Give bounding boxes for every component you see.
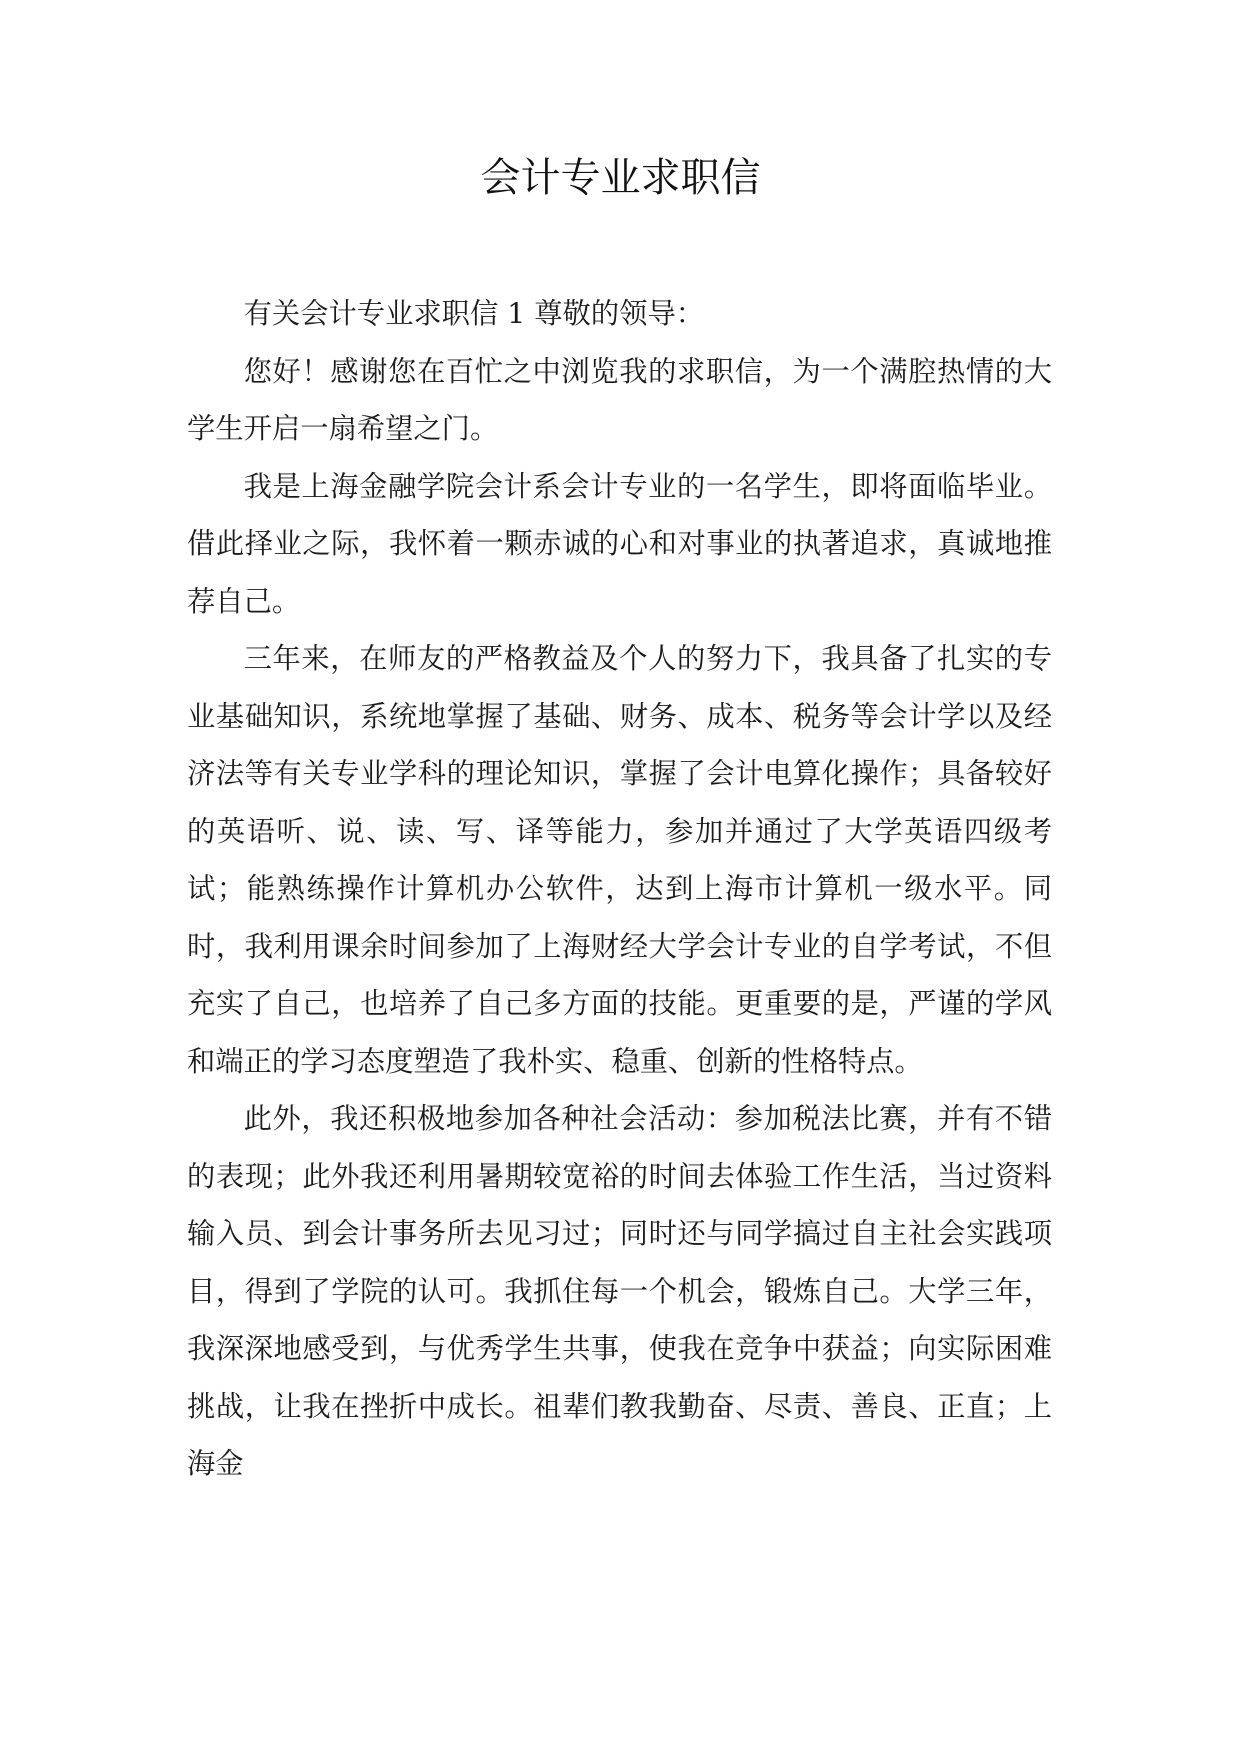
paragraph-salutation: 有关会计专业求职信 1 尊敬的领导： bbox=[243, 297, 705, 330]
paragraph-greeting: 您好！感谢您在百忙之中浏览我的求职信，为一个满腔热情的大学生开启一扇希望之门。 bbox=[187, 354, 1052, 445]
paragraph-education: 三年来，在师友的严格教益及个人的努力下，我具备了扎实的专业基础知识，系统地掌握了基础、财务、成本、税务等会计学以及经济法等有关专业学科的理论知识，掌握了会计电算化操作；具备较好的英语听、说、读、写、译等能力，参加并通过了大学英语四级考试；能熟练操作计算机办公软件，达到上海市计算机一级水平。同时，我利用课余时间参加了上海财经大学会计专业的自学考试，不但充实了自己，也培养了自己多方面的技能。更重要的是，严谨的学风和端正的学习态度塑造了我朴实、稳重、创新的性格特点。 bbox=[187, 642, 1052, 1078]
paragraph-activities: 此外，我还积极地参加各种社会活动：参加税法比赛，并有不错的表现；此外我还利用暑期较宽裕的时间去体验工作生活，当过资料输入员、到会计事务所去见习过；同时还与同学搞过自主社会实践项目，得到了学院的认可。我抓住每一个机会，锻炼自己。大学三年，我深深地感受到，与优秀学生共事，使我在竞争中获益；向实际困难挑战，让我在挫折中成长。祖辈们教我勤奋、尽责、善良、正直；上海金 bbox=[187, 1102, 1052, 1480]
document-body bbox=[187, 285, 1052, 1493]
paragraph-introduction: 我是上海金融学院会计系会计专业的一名学生，即将面临毕业。借此择业之际，我怀着一颗赤诚的心和对事业的执著追求，真诚地推荐自己。 bbox=[187, 469, 1052, 618]
document-title: 会计专业求职信 bbox=[480, 155, 761, 201]
